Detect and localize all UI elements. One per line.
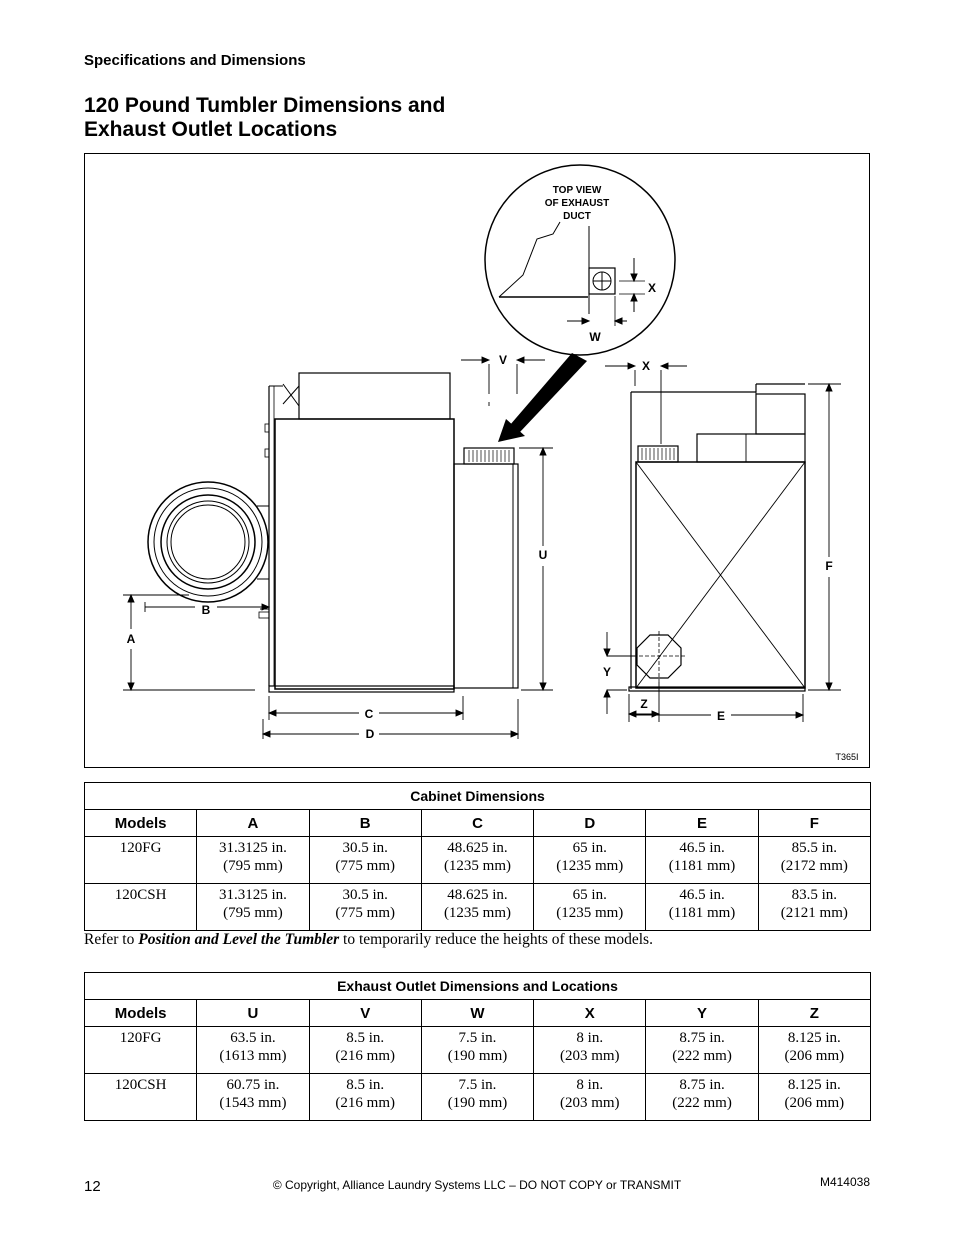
page-title-line-2: Exhaust Outlet Locations <box>84 118 338 141</box>
note-cross-reference: Position and Level the Tumbler <box>138 931 340 948</box>
dimension-label-w: W <box>589 330 601 344</box>
column-header: X <box>534 1000 646 1027</box>
reference-note <box>84 931 653 949</box>
dimension-label-u: U <box>538 548 548 562</box>
figure-id: T365I <box>835 752 859 762</box>
table-cell: 8.125 in. (206 mm) <box>758 1074 870 1121</box>
table-cell: 8 in. (203 mm) <box>534 1027 646 1074</box>
tumbler-diagram-svg <box>85 154 871 769</box>
inset-label-line-1: TOP VIEW <box>552 185 602 196</box>
model-cell: 120FG <box>85 1027 197 1074</box>
tumbler-side-view <box>629 384 805 691</box>
table-cell: 46.5 in. (1181 mm) <box>646 884 758 931</box>
table-caption-row <box>85 973 871 1000</box>
column-header: W <box>421 1000 533 1027</box>
model-cell: 120FG <box>85 837 197 884</box>
table-cell: 60.75 in. (1543 mm) <box>197 1074 309 1121</box>
table-cell: 31.3125 in. (795 mm) <box>197 837 309 884</box>
table-cell: 85.5 in. (2172 mm) <box>758 837 870 884</box>
table-cell: 8 in. (203 mm) <box>534 1074 646 1121</box>
dimension-label-v: V <box>498 353 508 367</box>
table-cell: 31.3125 in. (795 mm) <box>197 884 309 931</box>
table-cell: 46.5 in. (1181 mm) <box>646 837 758 884</box>
table-cell: 8.75 in. (222 mm) <box>646 1074 758 1121</box>
dimension-label-c: C <box>364 707 374 721</box>
note-suffix: to temporarily reduce the heights of these models. <box>339 931 653 948</box>
table-cell: 48.625 in. (1235 mm) <box>421 884 533 931</box>
table-cell: 8.75 in. (222 mm) <box>646 1027 758 1074</box>
column-header: Models <box>85 1000 197 1027</box>
dimension-label-e: E <box>716 709 726 723</box>
table-cell: 8.5 in. (216 mm) <box>309 1027 421 1074</box>
dimension-diagram <box>84 153 870 768</box>
inset-label-line-3: DUCT <box>563 211 591 222</box>
note-prefix: Refer to <box>84 931 139 948</box>
column-header: U <box>197 1000 309 1027</box>
column-header: C <box>421 810 533 837</box>
dimension-label-b: B <box>201 603 211 617</box>
dimension-label-x-side: X <box>641 359 651 373</box>
table-header-row <box>85 810 871 837</box>
table-cell: 48.625 in. (1235 mm) <box>421 837 533 884</box>
tumbler-front-view <box>148 373 518 692</box>
column-header: D <box>534 810 646 837</box>
table-caption-row <box>85 783 871 810</box>
page-title-line-1: 120 Pound Tumbler Dimensions and <box>84 94 446 117</box>
table-cell: 8.125 in. (206 mm) <box>758 1027 870 1074</box>
table-cell: 63.5 in. (1613 mm) <box>197 1027 309 1074</box>
table-header-row <box>85 1000 871 1027</box>
document-number: M414038 <box>819 1175 870 1189</box>
column-header: F <box>758 810 870 837</box>
dimension-label-x-inset: X <box>647 281 657 295</box>
table-cell: 65 in. (1235 mm) <box>534 884 646 931</box>
column-header: Z <box>758 1000 870 1027</box>
table-caption: Cabinet Dimensions <box>85 783 871 810</box>
table-cell: 8.5 in. (216 mm) <box>309 1074 421 1121</box>
dimension-label-z: Z <box>640 697 648 711</box>
dimension-label-f: F <box>825 559 833 573</box>
page-title <box>84 94 445 142</box>
inset-label-line-2: OF EXHAUST <box>544 198 610 209</box>
table-cell: 83.5 in. (2121 mm) <box>758 884 870 931</box>
dimension-label-a: A <box>126 632 136 646</box>
exhaust-dimensions-table <box>84 972 871 1121</box>
column-header: E <box>646 810 758 837</box>
copyright-notice: © Copyright, Alliance Laundry Systems LLC – DO NOT COPY or TRANSMIT <box>272 1178 682 1192</box>
table-cell: 7.5 in. (190 mm) <box>421 1074 533 1121</box>
table-cell: 30.5 in. (775 mm) <box>309 837 421 884</box>
table-cell: 7.5 in. (190 mm) <box>421 1027 533 1074</box>
column-header: V <box>309 1000 421 1027</box>
table-row <box>85 1074 871 1121</box>
cabinet-dimensions-table <box>84 782 871 931</box>
column-header: Models <box>85 810 197 837</box>
dimension-label-d: D <box>365 727 375 741</box>
table-cell: 65 in. (1235 mm) <box>534 837 646 884</box>
table-row <box>85 1027 871 1074</box>
column-header: Y <box>646 1000 758 1027</box>
model-cell: 120CSH <box>85 1074 197 1121</box>
section-header: Specifications and Dimensions <box>84 52 306 69</box>
front-view-dimensions <box>123 353 553 741</box>
page-number: 12 <box>84 1178 101 1195</box>
table-row <box>85 884 871 931</box>
table-caption: Exhaust Outlet Dimensions and Locations <box>85 973 871 1000</box>
dimension-label-y: Y <box>602 665 612 679</box>
column-header: A <box>197 810 309 837</box>
model-cell: 120CSH <box>85 884 197 931</box>
inset-pointer-arrow <box>498 353 587 442</box>
column-header: B <box>309 810 421 837</box>
inset-top-view <box>485 165 675 355</box>
table-row <box>85 837 871 884</box>
table-cell: 30.5 in. (775 mm) <box>309 884 421 931</box>
